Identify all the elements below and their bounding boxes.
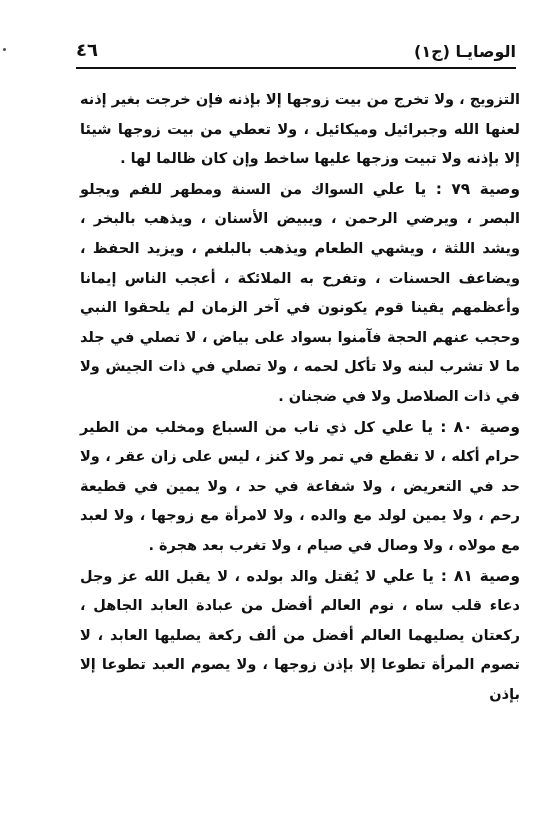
running-header bbox=[76, 40, 516, 68]
wasiya-81-text: لا يُقتل والد بولده ، لا يقبل الله عز وجل دعاء قلب ساه ، نوم العالم أفضل من عبادة العابد الجاهل ، ركعتان يصليهما العالم أفضل من ألف ركعة يصليها العابد ، لا تصوم المرأة تطوعا إلا بإذن زوجها ، ولا يصوم العبد تطوعا إلا بإذن bbox=[80, 568, 520, 703]
header-title: الوصايـا (ج١) bbox=[414, 42, 516, 61]
paragraph-wasiya-79 bbox=[80, 175, 520, 413]
paragraph-1 bbox=[80, 86, 520, 175]
margin-speck bbox=[3, 48, 6, 51]
paragraph-wasiya-81 bbox=[80, 562, 520, 711]
wasiya-79-label: وصية ٧٩ : يا علي bbox=[372, 179, 520, 198]
wasiya-80-text: كل ذي ناب من السباع ومخلب من الطير حرام أكله ، لا تقطع في تمر ولا كنز ، ليس على زان عقر ، ولا حد في التعريض ، ولا شفاعة في حد ، ولا يمين في قطيعة رحم ، ولا يمين لولد مع والده ، ولا لامرأة مع زوجها ، ولا لعبد مع مولاه ، ولا وصال في صيام ، ولا تغرب بعد هجرة . bbox=[80, 419, 520, 554]
paragraph-wasiya-80 bbox=[80, 413, 520, 562]
page-body bbox=[80, 86, 520, 710]
wasiya-81-label: وصية ٨١ : يا علي bbox=[382, 566, 520, 585]
wasiya-80-label: وصية ٨٠ : يا علي bbox=[381, 417, 520, 436]
header-rule bbox=[76, 67, 516, 69]
page-number: ٤٦ bbox=[76, 40, 98, 61]
wasiya-79-text: السواك من السنة ومطهر للفم ويجلو البصر ، ويرضي الرحمن ، ويبيض الأسنان ، ويذهب بالبخر ، ويشد اللثة ، ويشهي الطعام ويذهب بالبلغم ، ويزيد الحفظ ، ويضاعف الحسنات ، وتفرح به الملائكة ، أعجب الناس إيمانا وأعظمهم يقينا قوم يكونون في آخر الزمان لم يلحقوا النبي وحجب عنهم الحجة فآمنوا بسواد على بياض ، لا تصلي في جلد ما لا تشرب لبنه ولا تأكل لحمه ، ولا تصلي في ذات الجيش ولا في ذات الصلاصل ولا في ضجنان . bbox=[80, 181, 520, 405]
paragraph-1-text: التزويج ، ولا تخرج من بيت زوجها إلا بإذنه فإن خرجت بغير إذنه لعنها الله وجبرائيل وميكائيل ، ولا تعطي من بيت زوجها شيئا إلا بإذنه ولا تبيت وزجها عليها ساخط وإن كان ظالما لها . bbox=[80, 92, 520, 168]
